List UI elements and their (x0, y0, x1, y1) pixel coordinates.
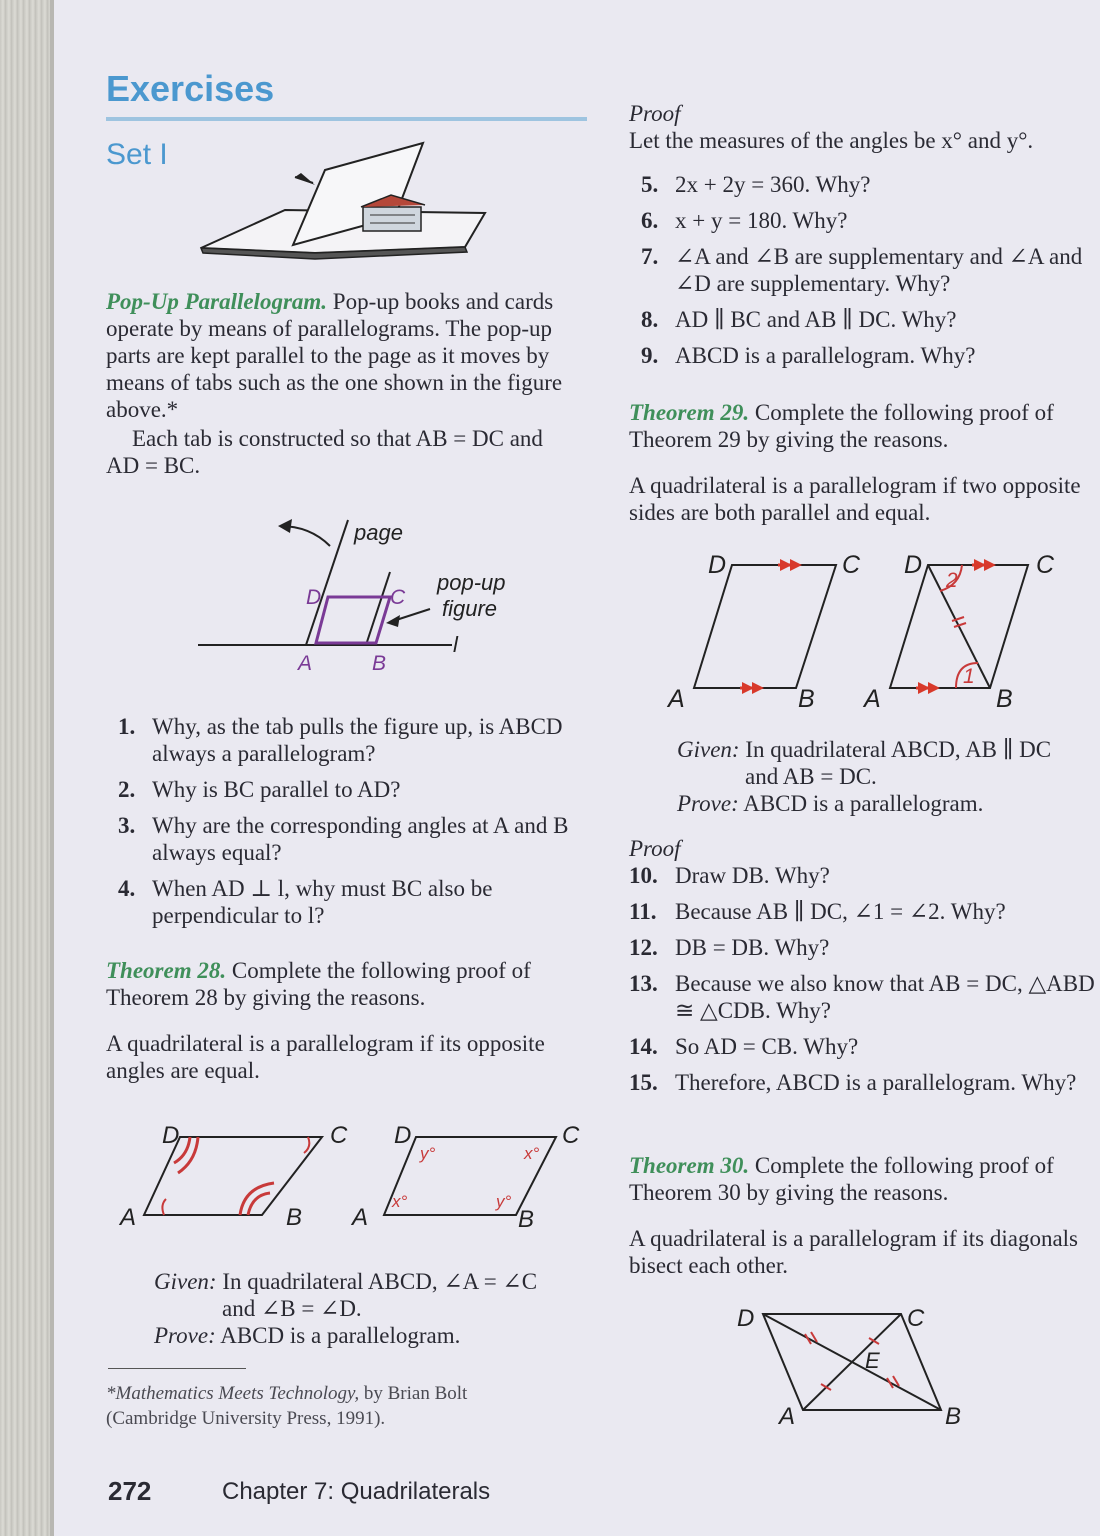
popup-diagram (190, 512, 530, 677)
label-D2: D (904, 551, 923, 579)
theorem-28-diagram (112, 1115, 602, 1235)
label-B: B (372, 652, 387, 675)
label-x-top: x° (524, 1144, 540, 1163)
label-B: B (798, 685, 815, 713)
label-B2: B (996, 685, 1013, 713)
theorem-29-title: Theorem 29. (629, 400, 750, 425)
list-item: 11. Because AB ∥ DC, ∠1 = ∠2. Why? (629, 899, 1006, 924)
label-C: C (330, 1122, 348, 1149)
theorem-28-given: Given: In quadrilateral ABCD, ∠A = ∠C (154, 1269, 538, 1294)
label-C2: C (1036, 551, 1055, 579)
label-A2: A (864, 685, 881, 713)
theorem-29-prove: Prove: ABCD is a parallelogram. (677, 791, 984, 816)
questions-10-15 (629, 862, 1095, 1105)
list-item: 15. Therefore, ABCD is a parallelogram. Why? (629, 1070, 1077, 1095)
questions-5-9 (641, 171, 1095, 378)
label-D: D (162, 1122, 180, 1149)
theorem-28-title: Theorem 28. (106, 958, 227, 983)
popup-title: Pop-Up Parallelogram. (106, 289, 328, 314)
page-number: 272 (108, 1476, 152, 1506)
label-D: D (737, 1305, 755, 1332)
label-E: E (865, 1348, 880, 1373)
list-item: 10. Draw DB. Why? (629, 863, 830, 888)
label-C: C (842, 551, 861, 579)
popup-paragraph-2: Each tab is constructed so that AB = DC and AD = BC. (106, 426, 543, 478)
theorem-28-statement: A quadrilateral is a parallelogram if its opposite angles are equal. (106, 1031, 545, 1083)
theorem-29-statement: A quadrilateral is a parallelogram if two opposite sides are both parallel and equal. (629, 473, 1081, 525)
label-x-bottom: x° (392, 1192, 408, 1211)
theorem-29-intro: Theorem 29. Complete the following proof of Theorem 29 by giving the reasons. (629, 400, 1054, 452)
popup-paragraph (106, 288, 588, 423)
label-l: l (453, 632, 458, 657)
list-item: 1. Why, as the tab pulls the figure up, is ABCD always a parallelogram? (118, 714, 563, 766)
label-A: A (779, 1403, 796, 1430)
theorem-30-diagram (735, 1298, 975, 1433)
list-item: 8. AD ∥ BC and AB ∥ DC. Why? (641, 307, 957, 332)
label-D2: D (394, 1122, 412, 1149)
chapter-title: Chapter 7: Quadrilaterals (222, 1478, 491, 1505)
label-D: D (306, 586, 322, 609)
footnote-rule (108, 1368, 246, 1369)
label-D: D (708, 551, 727, 579)
label-A2: A (352, 1204, 369, 1231)
list-item: 12. DB = DB. Why? (629, 935, 830, 960)
list-item: 9. ABCD is a parallelogram. Why? (641, 343, 976, 368)
theorem-28-given-2: and ∠B = ∠D. (222, 1296, 362, 1321)
set-heading: Set I (106, 138, 168, 171)
list-item: 6. x + y = 180. Why? (641, 208, 848, 233)
list-item: 5. 2x + 2y = 360. Why? (641, 172, 871, 197)
proof-intro: Let the measures of the angles be x° and y°. (629, 128, 1034, 153)
label-page: page (354, 520, 403, 545)
theorem-29-diagram (660, 545, 1100, 715)
theorem-28-intro: Theorem 28. Complete the following proof of Theorem 28 by giving the reasons. (106, 958, 531, 1010)
list-item: 13. Because we also know that AB = DC, △ABD ≅ △CDB. Why? (629, 971, 1095, 1023)
label-C: C (390, 586, 406, 609)
proof-label-2: Proof (629, 836, 681, 861)
theorem-29-given-2: and AB = DC. (745, 764, 877, 789)
list-item: 3. Why are the corresponding angles at A and B always equal? (118, 813, 569, 865)
label-B: B (286, 1204, 303, 1231)
theorem-28-prove: Prove: ABCD is a parallelogram. (154, 1323, 461, 1348)
label-C2: C (562, 1122, 580, 1149)
list-item: 4. When AD ⊥ l, why must BC also be perpendicular to l? (118, 876, 493, 928)
proof-label-1: Proof (629, 101, 681, 126)
footnote: *Mathematics Meets Technology, by Brian Bolt (Cambridge University Press, 1991). (106, 1383, 468, 1429)
label-A: A (298, 652, 313, 675)
theorem-29-given: Given: In quadrilateral ABCD, AB ∥ DC (677, 737, 1052, 762)
questions-1-4 (118, 713, 582, 938)
list-item: 7. ∠A and ∠B are supplementary and ∠A and ∠D are supplementary. Why? (641, 244, 1083, 296)
label-popup: pop-up (437, 570, 506, 595)
label-B: B (945, 1403, 962, 1430)
theorem-30-statement: A quadrilateral is a parallelogram if its diagonals bisect each other. (629, 1226, 1078, 1278)
label-B2: B (518, 1206, 535, 1233)
label-y-bottom: y° (496, 1192, 512, 1211)
label-C: C (907, 1305, 925, 1332)
list-item: 2. Why is BC parallel to AD? (118, 777, 401, 802)
popup-book-illustration (195, 135, 495, 265)
popup-text: Pop-up books and cards operate by means of parallelograms. The pop-up parts are kept parallel to the page as it moves by means of tabs such as the one shown in the figure above.* (106, 289, 563, 422)
label-A: A (668, 685, 685, 713)
label-angle-2: 2 (946, 569, 958, 592)
exercises-heading: Exercises (106, 68, 275, 109)
label-angle-1: 1 (963, 665, 975, 688)
theorem-30-intro: Theorem 30. Complete the following proof of Theorem 30 by giving the reasons. (629, 1153, 1054, 1205)
label-figure: figure (442, 596, 498, 621)
theorem-30-title: Theorem 30. (629, 1153, 750, 1178)
heading-rule (106, 117, 587, 121)
list-item: 14. So AD = CB. Why? (629, 1034, 859, 1059)
book-binding (0, 0, 50, 1536)
label-y-top: y° (420, 1144, 436, 1163)
label-A: A (120, 1204, 137, 1231)
